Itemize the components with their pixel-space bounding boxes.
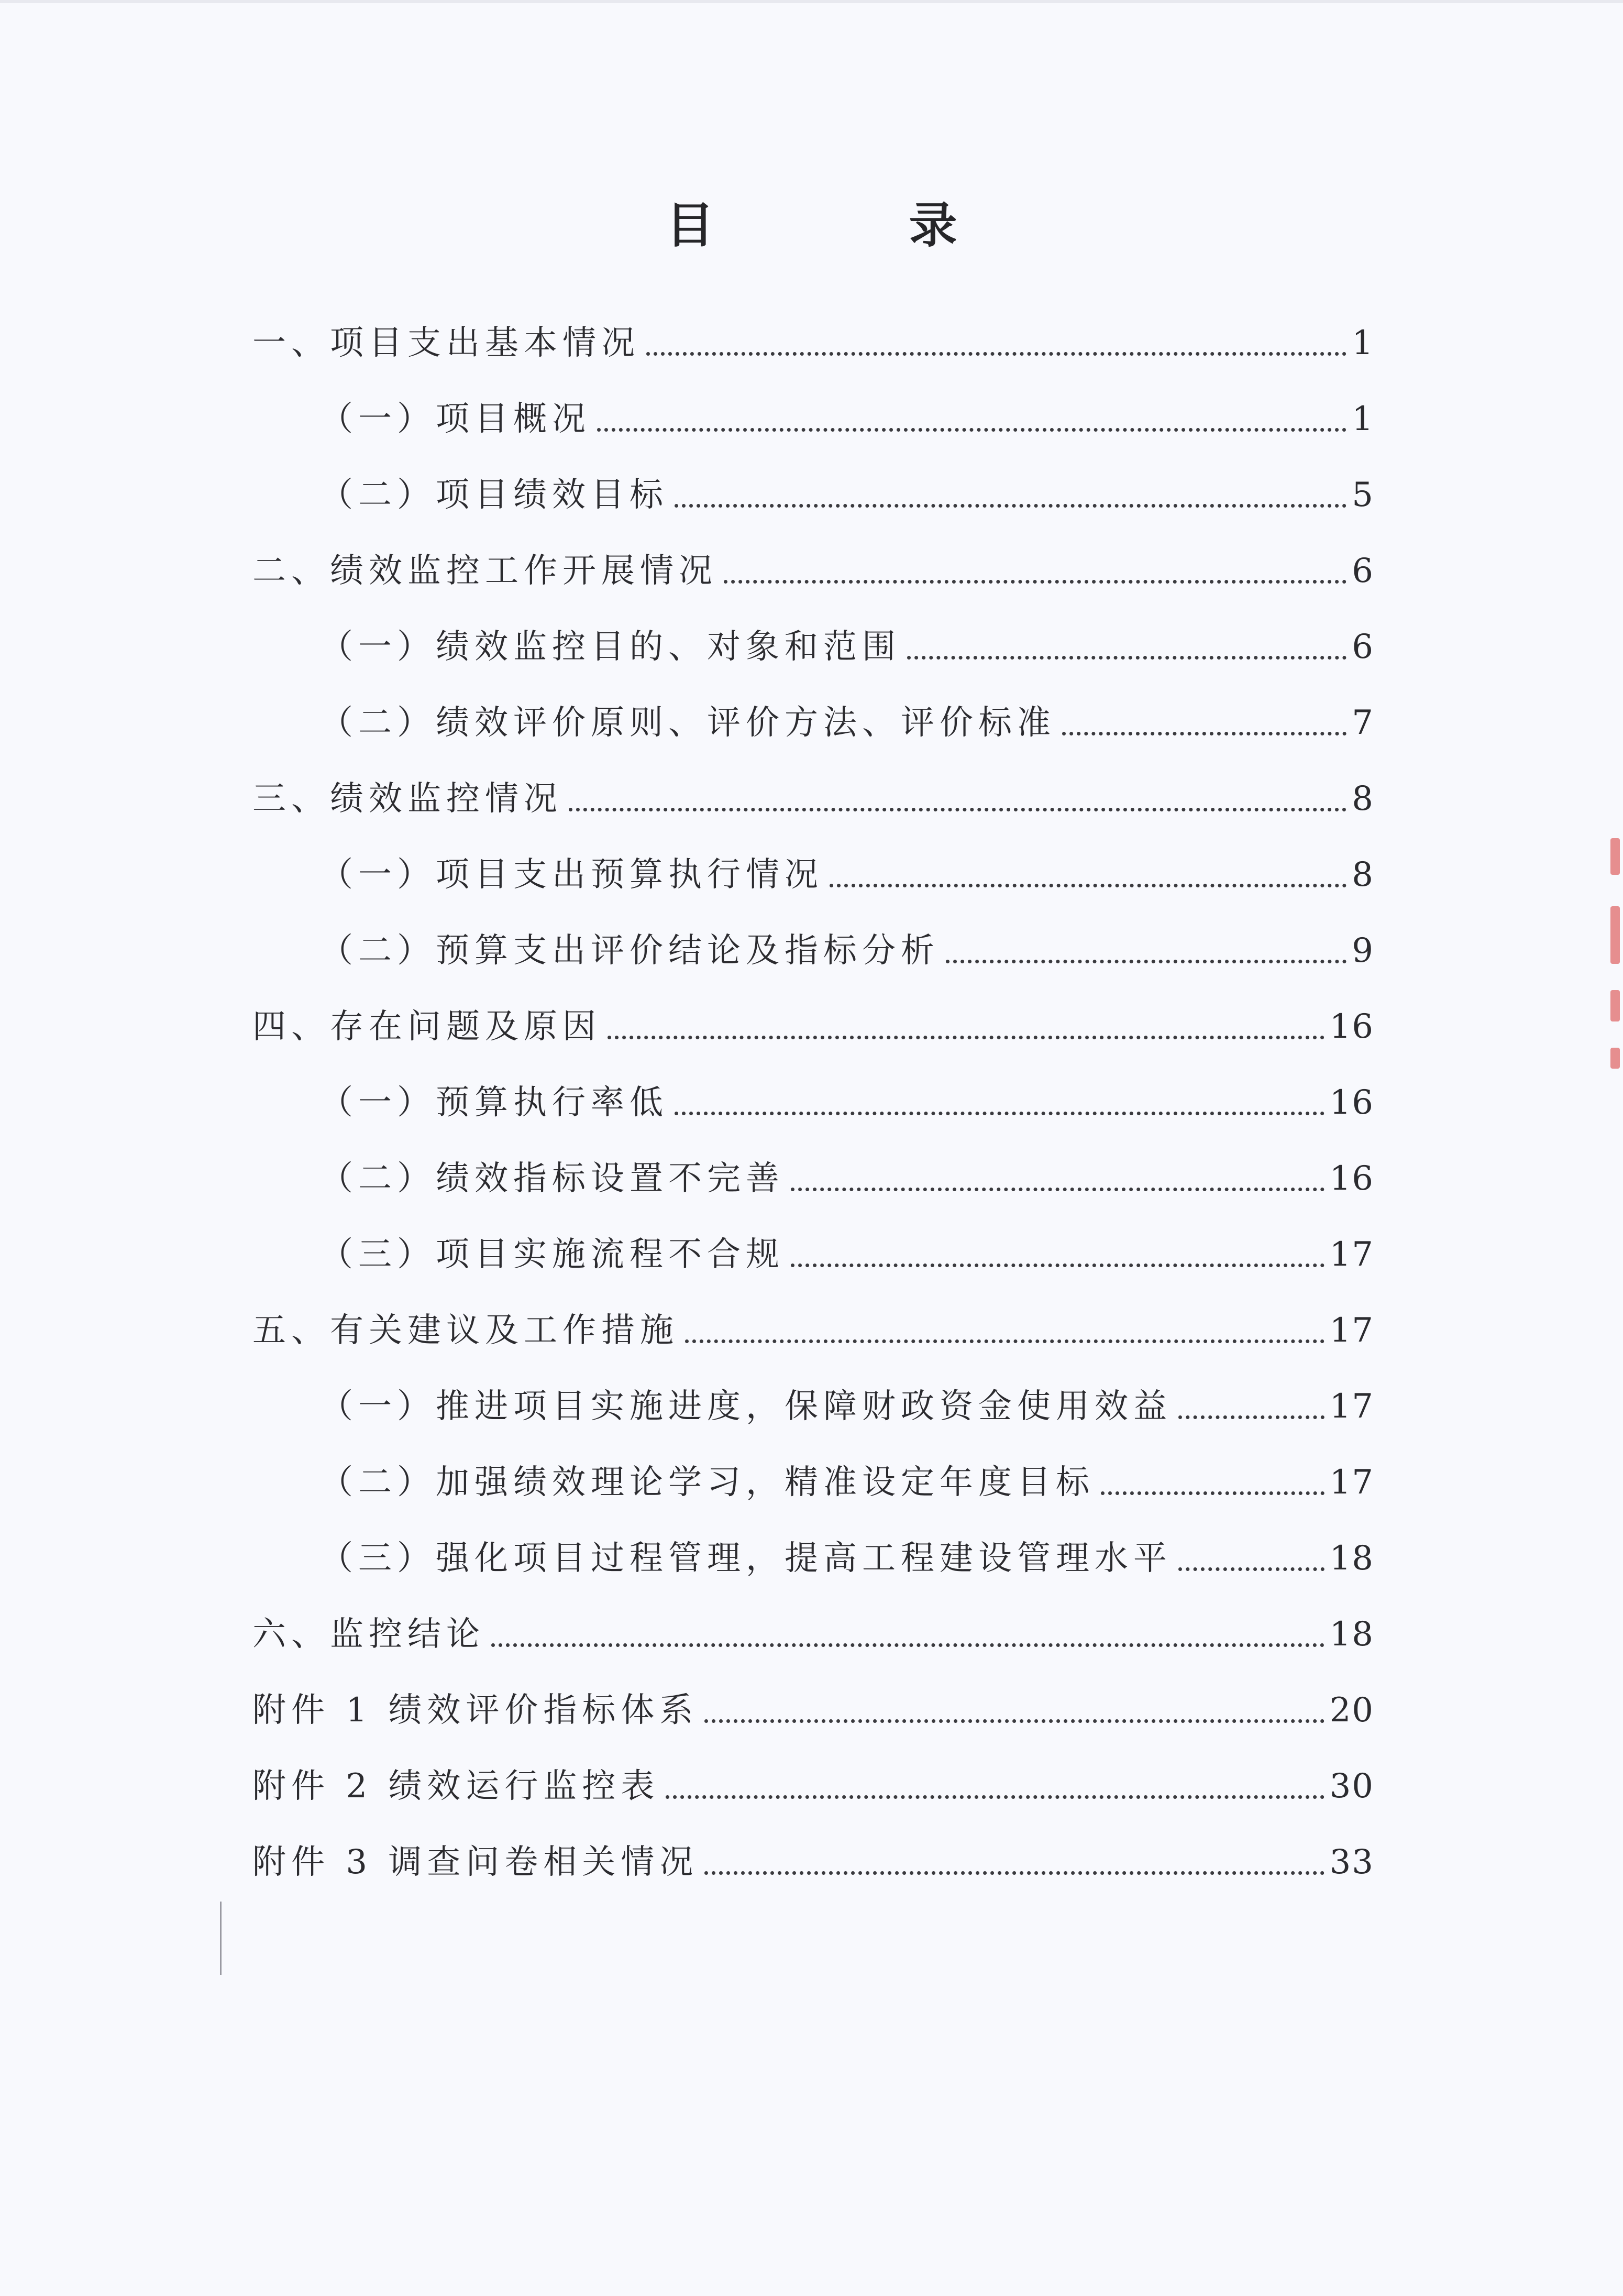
margin-mark-line xyxy=(220,1902,222,1975)
toc-entry-label: （二）项目绩效目标 xyxy=(319,476,668,514)
toc-entry-label: 附件 1 绩效评价指标体系 xyxy=(252,1691,699,1730)
toc-entry-1-2[interactable] xyxy=(319,469,1374,516)
red-seal-fragment xyxy=(1610,838,1623,1079)
toc-entry-appendix-3[interactable] xyxy=(252,1836,1374,1883)
toc-entry-label: （一）推进项目实施进度，保障财政资金使用效益 xyxy=(319,1387,1172,1426)
toc-page-number: 7 xyxy=(1352,704,1374,742)
dot-leader xyxy=(791,1264,1324,1267)
dot-leader xyxy=(724,580,1346,584)
toc-entry-2-2[interactable] xyxy=(319,697,1374,744)
dot-leader xyxy=(830,884,1346,887)
dot-leader xyxy=(704,1719,1324,1723)
toc-entry-label: （二）绩效指标设置不完善 xyxy=(319,1159,785,1198)
toc-entry-2[interactable] xyxy=(252,545,1374,592)
toc-entry-label: （三）项目实施流程不合规 xyxy=(319,1235,785,1274)
toc-entry-label: （一）绩效监控目的、对象和范围 xyxy=(319,628,901,666)
dot-leader xyxy=(597,428,1346,432)
toc-page-number: 6 xyxy=(1352,628,1374,666)
toc-entry-1[interactable] xyxy=(252,317,1374,364)
toc-entry-label: （三）强化项目过程管理，提高工程建设管理水平 xyxy=(319,1539,1172,1578)
toc-entry-4[interactable] xyxy=(252,1001,1374,1048)
toc-entry-label: （二）绩效评价原则、评价方法、评价标准 xyxy=(319,704,1056,742)
toc-entry-label: 五、有关建议及工作措施 xyxy=(252,1311,679,1350)
toc-page-number: 18 xyxy=(1329,1615,1374,1654)
dot-leader xyxy=(675,1112,1324,1115)
toc-page-number: 5 xyxy=(1352,476,1374,514)
toc-entry-4-3[interactable] xyxy=(319,1228,1374,1276)
toc-entry-label: 四、存在问题及原因 xyxy=(252,1007,601,1046)
dot-leader xyxy=(1101,1491,1324,1495)
toc-entry-label: 一、项目支出基本情况 xyxy=(252,324,640,362)
toc-entry-label: 二、绩效监控工作开展情况 xyxy=(252,552,717,590)
dot-leader xyxy=(1178,1415,1324,1419)
toc-entry-appendix-2[interactable] xyxy=(252,1760,1374,1807)
dot-leader xyxy=(491,1643,1324,1647)
toc-page-number: 6 xyxy=(1352,552,1374,590)
dot-leader xyxy=(666,1795,1324,1799)
toc-entry-2-1[interactable] xyxy=(319,621,1374,668)
toc-entry-label: （二）加强绩效理论学习，精准设定年度目标 xyxy=(319,1463,1095,1502)
dot-leader xyxy=(704,1871,1324,1875)
toc-page-number: 16 xyxy=(1329,1083,1374,1122)
toc-page-number: 1 xyxy=(1352,400,1374,438)
dot-leader xyxy=(608,1036,1324,1039)
toc-entry-5-1[interactable] xyxy=(319,1380,1374,1427)
toc-page-number: 8 xyxy=(1352,855,1374,894)
toc-entry-label: （一）预算执行率低 xyxy=(319,1083,668,1122)
toc-entry-1-1[interactable] xyxy=(319,393,1374,440)
toc-entry-5[interactable] xyxy=(252,1304,1374,1352)
toc-entry-label: （二）预算支出评价结论及指标分析 xyxy=(319,931,940,970)
toc-entry-5-2[interactable] xyxy=(319,1456,1374,1503)
toc-entry-label: （一）项目概况 xyxy=(319,400,591,438)
toc-entry-label: 附件 3 调查问卷相关情况 xyxy=(252,1843,699,1882)
toc-entry-3[interactable] xyxy=(252,773,1374,820)
dot-leader xyxy=(791,1188,1324,1191)
toc-page-number: 17 xyxy=(1329,1235,1374,1274)
toc-entry-3-1[interactable] xyxy=(319,849,1374,896)
toc-page-number: 17 xyxy=(1329,1311,1374,1350)
toc-entry-label: 附件 2 绩效运行监控表 xyxy=(252,1767,660,1806)
dot-leader xyxy=(946,960,1346,963)
toc-page-number: 8 xyxy=(1352,779,1374,818)
dot-leader xyxy=(646,352,1346,356)
toc-page-number: 17 xyxy=(1329,1463,1374,1502)
dot-leader xyxy=(675,504,1346,508)
toc-page-number: 16 xyxy=(1329,1007,1374,1046)
toc-entry-4-1[interactable] xyxy=(319,1076,1374,1124)
toc-entry-appendix-1[interactable] xyxy=(252,1684,1374,1731)
toc-page-number: 30 xyxy=(1329,1767,1374,1806)
toc-page-number: 17 xyxy=(1329,1387,1374,1426)
toc-entry-label: 三、绩效监控情况 xyxy=(252,779,562,818)
toc-entry-5-3[interactable] xyxy=(319,1532,1374,1579)
dot-leader xyxy=(685,1339,1324,1343)
toc-entry-label: 六、监控结论 xyxy=(252,1615,485,1654)
toc-entry-3-2[interactable] xyxy=(319,925,1374,972)
dot-leader xyxy=(907,656,1346,660)
toc-entry-4-2[interactable] xyxy=(319,1152,1374,1200)
toc-page-number: 9 xyxy=(1352,931,1374,970)
toc-entry-label: （一）项目支出预算执行情况 xyxy=(319,855,823,894)
toc-page-number: 16 xyxy=(1329,1159,1374,1198)
toc-page-number: 20 xyxy=(1329,1691,1374,1730)
toc-page-number: 33 xyxy=(1329,1843,1374,1882)
toc-entry-6[interactable] xyxy=(252,1608,1374,1655)
dot-leader xyxy=(1178,1567,1324,1571)
toc-page-number: 1 xyxy=(1352,324,1374,362)
toc-page-number: 18 xyxy=(1329,1539,1374,1578)
scan-edge xyxy=(0,0,1623,3)
dot-leader xyxy=(569,808,1346,811)
page-title: 目 录 xyxy=(666,197,1046,254)
dot-leader xyxy=(1062,732,1346,735)
